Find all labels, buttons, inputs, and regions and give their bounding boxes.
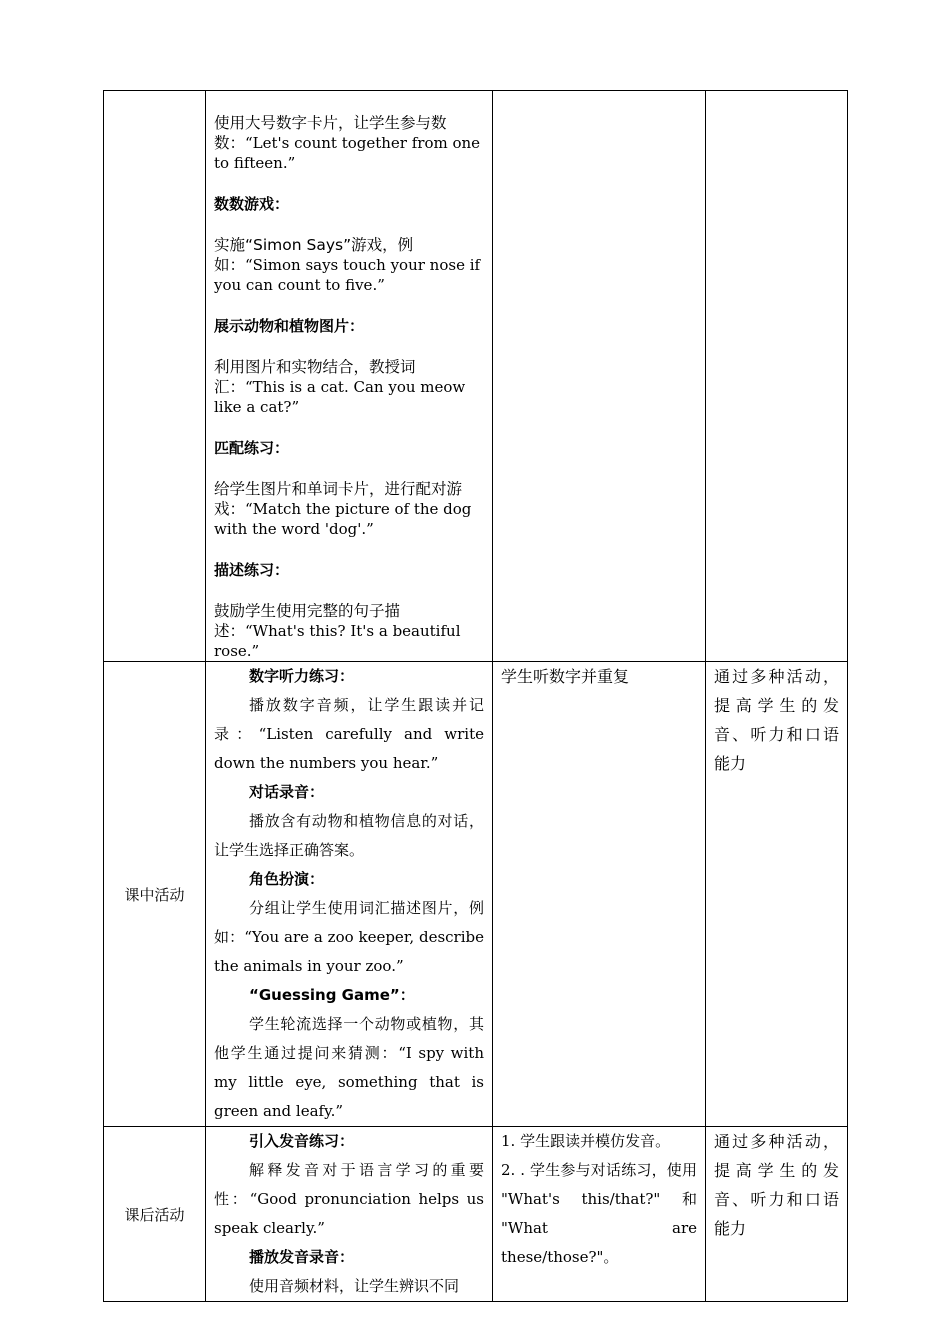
paragraph-en: “What's this? It's a beautiful rose.”	[214, 622, 461, 660]
paragraph-zh: 鼓励学生使用完整的句子描述：	[214, 602, 401, 640]
teacher-activity-cell	[206, 91, 493, 662]
objective-text: 通过多种活动，提高学生的发音、听力和口语能力	[714, 1132, 839, 1238]
paragraph-en: “This is a cat. Can you meow like a cat?”	[214, 378, 466, 416]
lesson-plan-table	[103, 90, 848, 1302]
teacher-activity-cell	[206, 1127, 493, 1302]
activity-paragraph	[214, 113, 484, 173]
activity-paragraph	[214, 479, 484, 539]
section-heading: 角色扮演：	[249, 870, 325, 888]
objective-cell	[706, 662, 848, 1127]
objective-cell	[706, 91, 848, 662]
paragraph-en: “Simon says touch your nose if you can count to five.”	[214, 256, 481, 294]
student-activity-line: 1. 学生跟读并模仿发音。	[501, 1132, 671, 1150]
table-row	[104, 662, 848, 1127]
activity-paragraph: 学生轮流选择一个动物或植物，其他学生通过提问来猜测：“I spy with my little eye, something that is green and leafy.”	[214, 1015, 484, 1120]
paragraph-zh: 给学生图片和单词卡片，进行配对游戏：	[214, 480, 463, 518]
activity-paragraph: 分组让学生使用词汇描述图片，例如：“You are a zoo keeper, describe the animals in your zoo.”	[214, 899, 484, 975]
section-heading: 引入发音练习：	[249, 1132, 355, 1150]
section-heading: 对话录音：	[249, 783, 325, 801]
activity-paragraph: 使用音频材料，让学生辨识不同	[249, 1277, 460, 1295]
student-activity-cell	[493, 91, 706, 662]
section-heading: 数字听力练习：	[249, 667, 355, 685]
activity-paragraph: 播放数字音频，让学生跟读并记录：“Listen carefully and write down the numbers you hear.”	[214, 696, 484, 772]
student-activity-text: 学生听数字并重复	[501, 667, 630, 686]
section-heading: “Guessing Game”：	[249, 986, 415, 1004]
objective-text: 通过多种活动，提高学生的发音、听力和口语能力	[714, 667, 839, 773]
stage-label: 课后活动	[104, 1127, 206, 1302]
table-row	[104, 91, 848, 662]
objective-cell	[706, 1127, 848, 1302]
section-heading: 展示动物和植物图片：	[214, 317, 365, 335]
paragraph-zh: 实施“Simon Says”游戏，例如：	[214, 236, 414, 274]
paragraph-zh: 使用大号数字卡片，让学生参与数数：	[214, 114, 447, 152]
stage-cell	[104, 91, 206, 662]
paragraph-en: “Match the picture of the dog with the word 'dog'.”	[214, 500, 472, 538]
student-activity-line: 2. . 学生参与对话练习，使用 "What's this/that?" 和 "What are these/those?"。	[501, 1161, 697, 1266]
section-heading: 匹配练习：	[214, 439, 290, 457]
activity-paragraph	[214, 601, 484, 661]
table-row	[104, 1127, 848, 1302]
activity-paragraph: 解释发音对于语言学习的重要性：“Good pronunciation helps us speak clearly.”	[214, 1161, 484, 1237]
activity-paragraph: 播放含有动物和植物信息的对话，让学生选择正确答案。	[214, 812, 484, 859]
section-heading: 播放发音录音：	[249, 1248, 355, 1266]
paragraph-zh: 利用图片和实物结合，教授词汇：	[214, 358, 416, 396]
activity-paragraph	[214, 235, 484, 295]
student-activity-cell	[493, 662, 706, 1127]
paragraph-en: “Let's count together from one to fifteen.”	[214, 134, 481, 172]
stage-label: 课中活动	[104, 662, 206, 1127]
teacher-activity-cell	[206, 662, 493, 1127]
section-heading: 数数游戏：	[214, 195, 290, 213]
activity-paragraph	[214, 357, 484, 417]
student-activity-cell	[493, 1127, 706, 1302]
section-heading: 描述练习：	[214, 561, 290, 579]
